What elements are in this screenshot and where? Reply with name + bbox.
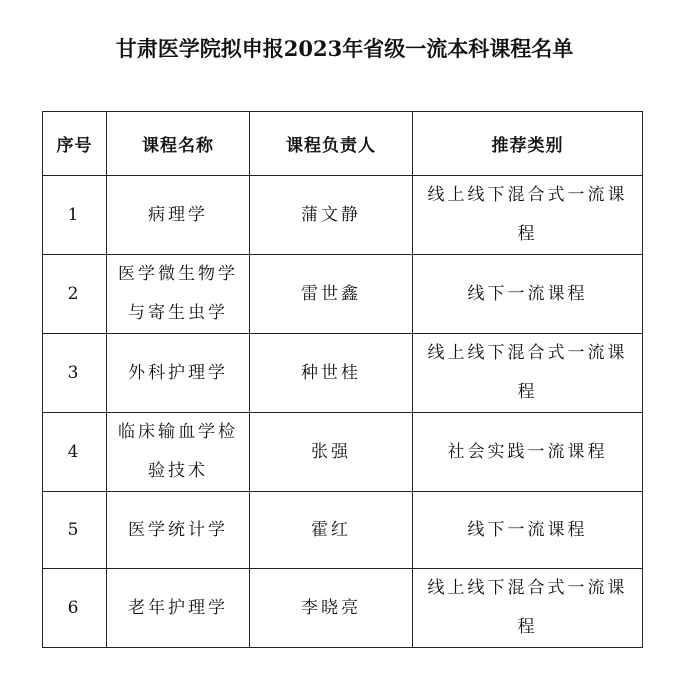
header-course-lead: 课程负责人: [250, 112, 413, 176]
cell-serial-number: 3: [43, 334, 107, 413]
cell-course-lead: 雷世鑫: [250, 255, 413, 334]
cell-category: 线上线下混合式一流课程: [413, 334, 643, 413]
cell-course-name: 外科护理学: [107, 334, 250, 413]
header-serial-number: 序号: [43, 112, 107, 176]
cell-serial-number: 2: [43, 255, 107, 334]
cell-course-name: 病理学: [107, 176, 250, 255]
cell-course-lead: 种世桂: [250, 334, 413, 413]
cell-course-lead: 霍红: [250, 492, 413, 569]
table-row: [43, 255, 643, 334]
cell-category: 线上线下混合式一流课程: [413, 569, 643, 648]
header-recommend-category: 推荐类别: [413, 112, 643, 176]
table-row: [43, 569, 643, 648]
cell-course-lead: 张强: [250, 413, 413, 492]
cell-course-lead: 蒲文静: [250, 176, 413, 255]
table-row: [43, 492, 643, 569]
cell-course-lead: 李晓亮: [250, 569, 413, 648]
cell-course-name: 医学微生物学与寄生虫学: [107, 255, 250, 334]
cell-category: 社会实践一流课程: [413, 413, 643, 492]
cell-course-name: 医学统计学: [107, 492, 250, 569]
table-row: [43, 334, 643, 413]
header-course-name: 课程名称: [107, 112, 250, 176]
cell-serial-number: 5: [43, 492, 107, 569]
cell-serial-number: 1: [43, 176, 107, 255]
document-title: 甘肃医学院拟申报2023年省级一流本科课程名单: [115, 36, 574, 61]
course-list-table: [42, 111, 643, 648]
cell-course-name: 老年护理学: [107, 569, 250, 648]
cell-serial-number: 6: [43, 569, 107, 648]
table-row: [43, 413, 643, 492]
cell-category: 线上线下混合式一流课程: [413, 176, 643, 255]
cell-serial-number: 4: [43, 413, 107, 492]
cell-course-name: 临床输血学检验技术: [107, 413, 250, 492]
table-header-row: [43, 112, 643, 176]
cell-category: 线下一流课程: [413, 255, 643, 334]
cell-category: 线下一流课程: [413, 492, 643, 569]
table-row: [43, 176, 643, 255]
